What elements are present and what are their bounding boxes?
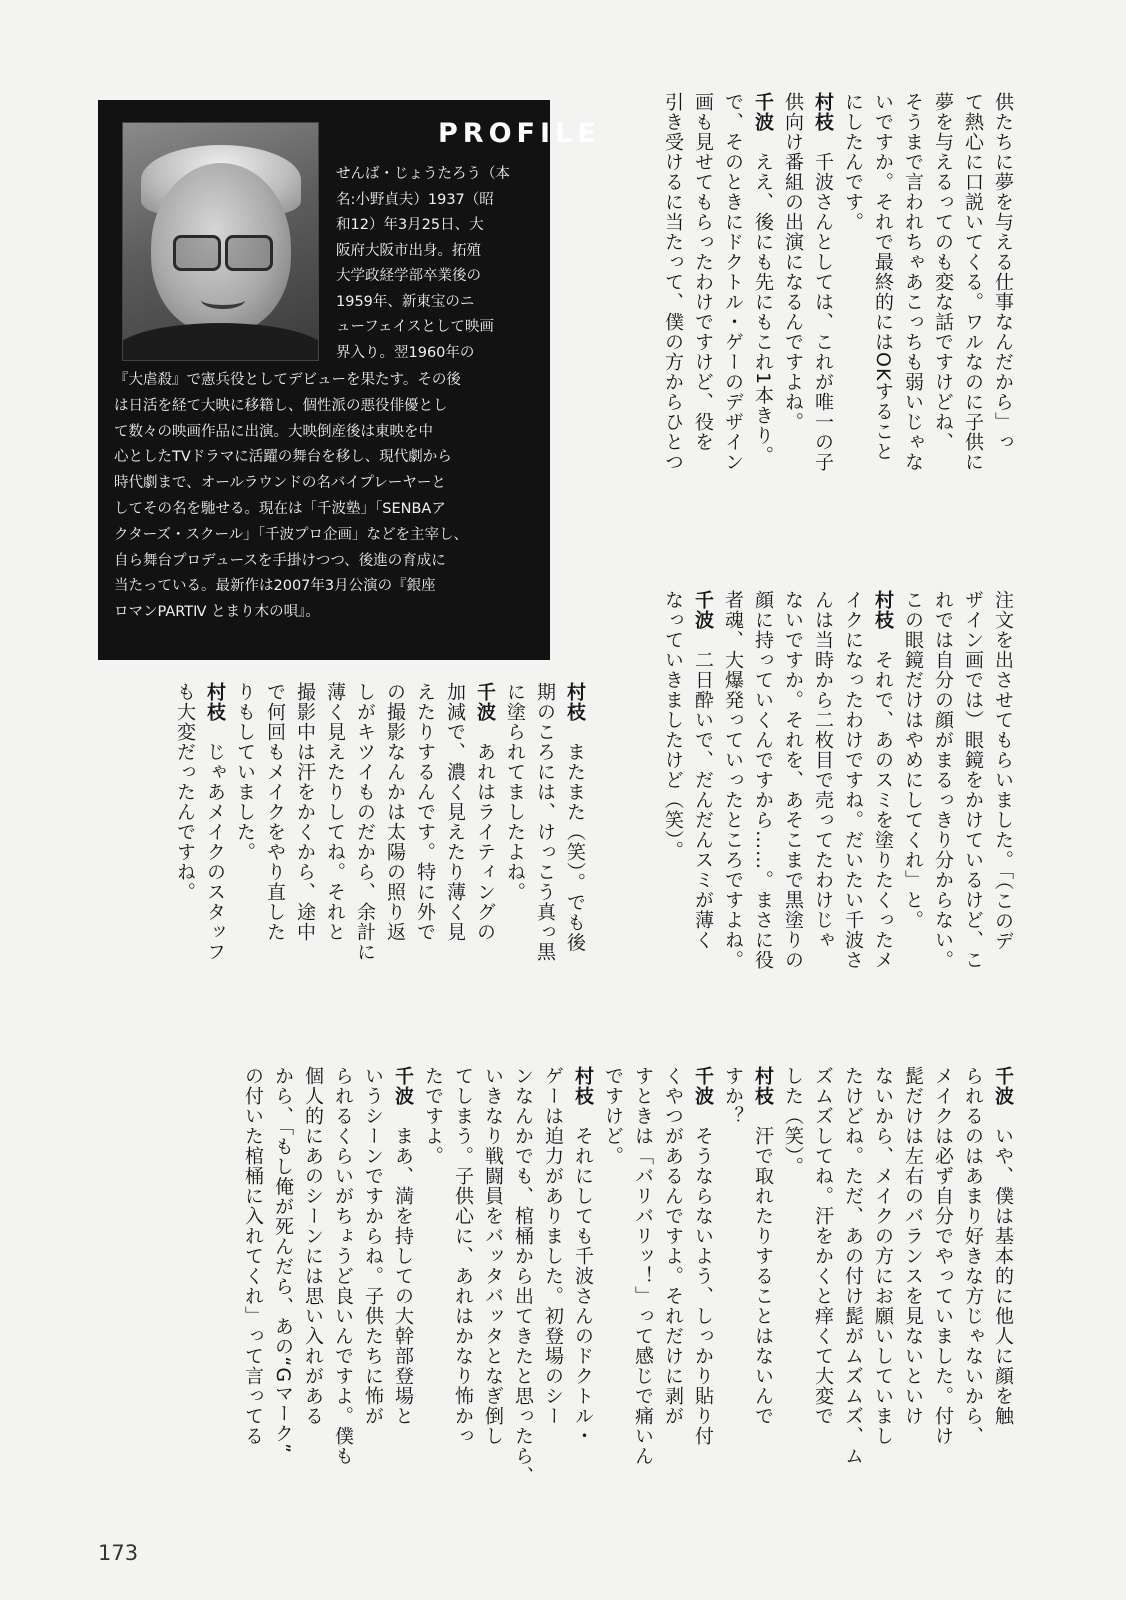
profile-title: PROFILE xyxy=(438,118,601,149)
text-line xyxy=(470,682,500,1024)
text-line xyxy=(658,92,688,547)
line-text: ザイン画では）眼鏡をかけているけど、こ xyxy=(962,590,984,970)
text-line xyxy=(838,1066,868,1511)
profile-line: クターズ・スクール」「千波プロ企画」などを主宰し、 xyxy=(114,526,468,543)
speaker-name: 村枝 xyxy=(872,590,894,630)
line-text: そうまで言われちゃあこっちも弱いじゃな xyxy=(902,92,924,472)
text-line xyxy=(530,682,560,1024)
text-line xyxy=(718,92,748,547)
profile-line: 界入り。翌1960年の xyxy=(336,344,475,361)
profile-text-bottom xyxy=(114,368,540,626)
line-text: 画も見せてもらったわけですけど、役を xyxy=(692,92,714,452)
text-line xyxy=(688,92,718,547)
text-line xyxy=(598,1066,628,1511)
line-text: またまた（笑）。でも後 xyxy=(564,722,586,953)
line-text: 汗で取れたりすることはないんで xyxy=(752,1106,774,1426)
speaker-name: 千波 xyxy=(752,92,774,132)
page-number: 173 xyxy=(98,1541,139,1565)
portrait-photo xyxy=(122,122,319,361)
line-text: 千波さんとしては、これが唯一の子 xyxy=(812,132,834,472)
line-text: いや、僕は基本的に他人に顔を触 xyxy=(992,1106,1014,1426)
text-line xyxy=(928,590,958,1055)
line-text: たですよ。 xyxy=(422,1066,444,1166)
line-text: 個人的にあのシーンには思い入れがある xyxy=(302,1066,324,1426)
text-line xyxy=(350,682,380,1024)
text-line xyxy=(478,1066,508,1511)
line-text: てしまう。子供心に、あれはかなり怖かっ xyxy=(452,1066,474,1446)
line-text: 薄く見えたりしてね。それと xyxy=(324,682,346,942)
text-line xyxy=(958,92,988,547)
text-line xyxy=(958,590,988,1055)
text-line xyxy=(868,92,898,547)
line-text: ズムズしてね。汗をかくと痒くて大変で xyxy=(812,1066,834,1426)
profile-line: て数々の映画作品に出演。大映倒産後は東映を中 xyxy=(114,423,433,440)
speaker-name: 村枝 xyxy=(564,682,586,722)
line-text: 引き受けるに当たって、僕の方からひとつ xyxy=(662,92,684,472)
profile-line: 阪府大阪市出身。拓殖 xyxy=(336,242,481,259)
text-line xyxy=(200,682,230,1024)
profile-line: 心としたTVドラマに活躍の舞台を移し、現代劇から xyxy=(114,449,452,466)
line-text: 二日酔いで、だんだんスミが薄く xyxy=(692,630,714,950)
line-text: 夢を与えるってのも変な話ですけどね、 xyxy=(932,92,954,452)
line-text: んは当時から二枚目で売ってたわけじゃ xyxy=(812,590,834,950)
text-line xyxy=(778,590,808,1055)
line-text: えたりするんです。特に外で xyxy=(414,682,436,942)
line-text: ないから、メイクの方にお願いしていまし xyxy=(872,1066,894,1446)
line-text: 顔に持っていくんですから……。まさに役 xyxy=(752,590,774,970)
line-text: ンなんかでも、棺桶から出てきたと思ったら、 xyxy=(512,1066,534,1486)
profile-line: 自ら舞台プロデュースを手掛けつつ、後進の育成に xyxy=(114,552,446,569)
line-text: それで、あのスミを塗りたくったメ xyxy=(872,630,894,970)
line-text: じゃあメイクのスタッフ xyxy=(204,722,226,962)
text-line xyxy=(808,1066,838,1511)
text-line xyxy=(778,1066,808,1511)
line-text: 者魂、大爆発っていったところですよね。 xyxy=(722,590,744,970)
line-text: 供たちに夢を与える仕事なんだから」っ xyxy=(992,92,1014,452)
text-line xyxy=(778,92,808,547)
line-text: ゲーは迫力がありました。初登場のシー xyxy=(542,1066,564,1426)
text-line xyxy=(260,682,290,1024)
text-line xyxy=(410,682,440,1024)
line-text: ないですか。それを、あそこまで黒塗りの xyxy=(782,590,804,970)
text-line xyxy=(568,1066,598,1511)
interview-column-1 xyxy=(548,92,1018,547)
text-line xyxy=(268,1066,298,1511)
text-line xyxy=(538,1066,568,1511)
profile-line: せんば・じょうたろう（本 xyxy=(336,166,510,182)
text-line xyxy=(898,590,928,1055)
line-text: しがキツイものだから、余計に xyxy=(354,682,376,962)
text-line xyxy=(298,1066,328,1511)
speaker-name: 千波 xyxy=(992,1066,1014,1106)
text-line xyxy=(658,1066,688,1511)
text-line xyxy=(748,92,778,547)
line-text: たけどね。ただ、あの付け髭がムズムズ、ム xyxy=(842,1066,864,1466)
line-text: 撮影中は汗をかくから、途中 xyxy=(294,682,316,942)
text-line xyxy=(898,1066,928,1511)
line-text: れでは自分の顔がまるっきり分からない。 xyxy=(932,590,954,970)
text-line xyxy=(440,682,470,1024)
text-line xyxy=(170,682,200,1024)
line-text: りもしていました。 xyxy=(234,682,256,862)
text-line xyxy=(988,1066,1018,1511)
line-text: から、「もし俺が死んだら、あの“Gマーク” xyxy=(272,1066,294,1454)
profile-line: 当たっている。最新作は2007年3月公演の『銀座 xyxy=(114,578,436,595)
text-line xyxy=(380,682,410,1024)
line-text: ですけど。 xyxy=(602,1066,624,1166)
profile-line: してその名を馳せる。現在は「千波塾」「SENBAア xyxy=(114,500,446,517)
line-text: ええ、後にも先にもこれ1本きり。 xyxy=(752,132,774,466)
line-text: した（笑）。 xyxy=(782,1066,804,1177)
text-line xyxy=(290,682,320,1024)
interview-column-4 xyxy=(100,1066,1018,1511)
text-line xyxy=(928,92,958,547)
line-text: イクになったわけですね。だいたい千波さ xyxy=(842,590,864,970)
line-text: それにしても千波さんのドクトル・ xyxy=(572,1106,594,1446)
line-text: メイクは必ず自分でやっていました。付け xyxy=(932,1066,954,1446)
line-text: 期のころには、けっこう真っ黒 xyxy=(534,682,556,962)
text-line xyxy=(718,1066,748,1511)
text-line xyxy=(500,682,530,1024)
text-line xyxy=(988,590,1018,1055)
line-text: の付いた棺桶に入れてくれ」って言ってる xyxy=(242,1066,264,1446)
line-text: て熱心に口説いてくる。ワルなのに子供に xyxy=(962,92,984,472)
text-line xyxy=(388,1066,418,1511)
speaker-name: 千波 xyxy=(692,590,714,630)
speaker-name: 千波 xyxy=(692,1066,714,1106)
text-line xyxy=(988,92,1018,547)
text-line xyxy=(628,1066,658,1511)
profile-line: 和12）年3月25日、大 xyxy=(336,217,484,233)
profile-line: ロマンPARTⅣ とまり木の唄』。 xyxy=(114,604,320,621)
text-line xyxy=(898,92,928,547)
text-line xyxy=(808,92,838,547)
line-text: そうならないよう、しっかり貼り付 xyxy=(692,1106,714,1446)
line-text: くやつがあるんですよ。それだけに剥が xyxy=(662,1066,684,1426)
profile-text-right xyxy=(336,162,538,366)
text-line xyxy=(560,682,590,1024)
line-text: 供向け番組の出演になるんですよね。 xyxy=(782,92,804,432)
text-line xyxy=(928,1066,958,1511)
speaker-name: 千波 xyxy=(392,1066,414,1106)
line-text: いきなり戦闘員をバッタバッタとなぎ倒し xyxy=(482,1066,504,1446)
line-text: にしたんです。 xyxy=(842,92,864,232)
profile-line: 時代劇まで、オールラウンドの名バイプレーヤーと xyxy=(114,475,446,492)
line-text: られるのはあまり好きな方じゃないから、 xyxy=(962,1066,984,1446)
profile-line: 名:小野貞夫）1937（昭 xyxy=(336,191,494,208)
text-line xyxy=(238,1066,268,1511)
text-line xyxy=(838,590,868,1055)
text-line xyxy=(448,1066,478,1511)
text-line xyxy=(688,1066,718,1511)
text-line xyxy=(808,590,838,1055)
text-line xyxy=(508,1066,538,1511)
text-line xyxy=(358,1066,388,1511)
profile-line: ューフェイスとして映画 xyxy=(336,319,494,335)
profile-line: は日活を経て大映に移籍し、個性派の悪役俳優とし xyxy=(114,397,448,414)
speaker-name: 村枝 xyxy=(572,1066,594,1106)
profile-box xyxy=(98,100,601,660)
line-text: に塗られてましたよね。 xyxy=(504,682,526,902)
line-text: 注文を出させてもらいました。「（このデ xyxy=(992,590,1014,951)
text-line xyxy=(688,590,718,1055)
text-line xyxy=(328,1066,358,1511)
interview-column-3 xyxy=(100,682,590,1024)
speaker-name: 村枝 xyxy=(204,682,226,722)
line-text: あれはライティングの xyxy=(474,722,496,942)
profile-line: 大学政経学部卒業後の xyxy=(336,268,481,284)
interview-column-2 xyxy=(548,590,1018,1055)
text-line xyxy=(868,590,898,1055)
line-text: すときは「バリバリッ！」って感じで痛いん xyxy=(632,1066,654,1466)
line-text: 髭だけは左右のバランスを見ないといけ xyxy=(902,1066,924,1426)
profile-line: 1959年、新東宝のニ xyxy=(336,293,475,310)
text-line xyxy=(230,682,260,1024)
line-text: の撮影なんかは太陽の照り返 xyxy=(384,682,406,942)
speaker-name: 村枝 xyxy=(752,1066,774,1106)
speaker-name: 千波 xyxy=(474,682,496,722)
line-text: も大変だったんですね。 xyxy=(174,682,196,902)
text-line xyxy=(748,590,778,1055)
line-text: られるくらいがちょうど良いんですよ。僕も xyxy=(332,1066,354,1466)
text-line xyxy=(868,1066,898,1511)
text-line xyxy=(718,590,748,1055)
speaker-name: 村枝 xyxy=(812,92,834,132)
line-text: いですか。それで最終的にはOKすること xyxy=(872,92,894,462)
text-line xyxy=(418,1066,448,1511)
text-line xyxy=(658,590,688,1055)
line-text: すか？ xyxy=(722,1066,744,1126)
line-text: なっていきましたけど（笑）。 xyxy=(662,590,684,861)
line-text: 加減で、濃く見えたり薄く見 xyxy=(444,682,466,942)
line-text: まあ、満を持しての大幹部登場と xyxy=(392,1106,414,1426)
profile-line: 『大虐殺』で憲兵役としてデビューを果たす。その後 xyxy=(114,372,461,388)
line-text: この眼鏡だけはやめにしてくれ」と。 xyxy=(902,590,924,930)
text-line xyxy=(320,682,350,1024)
text-line xyxy=(838,92,868,547)
line-text: で、そのときにドクトル・ゲーのデザイン xyxy=(722,92,744,472)
line-text: で何回もメイクをやり直した xyxy=(264,682,286,942)
text-line xyxy=(958,1066,988,1511)
line-text: いうシーンですからね。子供たちに怖が xyxy=(362,1066,384,1426)
text-line xyxy=(748,1066,778,1511)
